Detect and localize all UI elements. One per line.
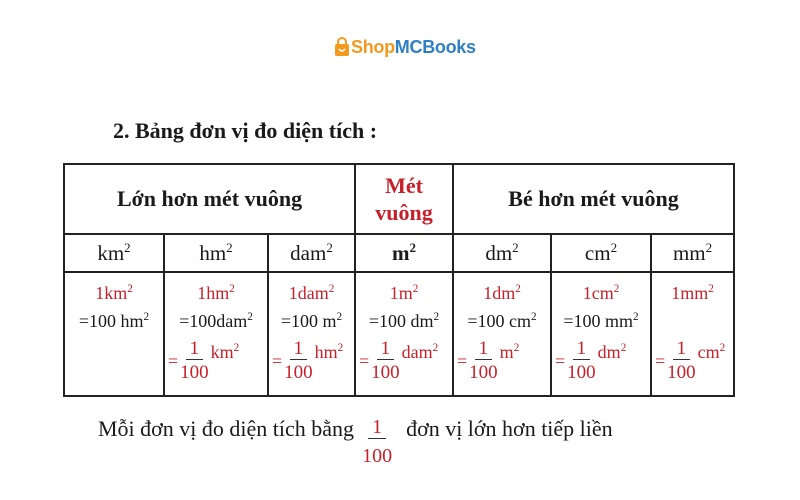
fraction-numerator: 1 — [673, 339, 691, 360]
conversion-fraction — [272, 339, 343, 384]
fraction-denominator: 100 — [667, 362, 696, 383]
conversion-equals-exponent: 2 — [433, 311, 440, 323]
fraction-unit-text: dm — [597, 342, 621, 362]
unit-name-text: m — [392, 240, 410, 265]
rule-fraction-denominator: 100 — [362, 445, 393, 467]
fraction-unit-text: hm — [314, 342, 338, 362]
area-units-table — [63, 163, 735, 397]
equals-sign: = — [168, 351, 179, 371]
conversion-unit-text: 1dam — [288, 283, 329, 303]
fraction-unit — [211, 342, 240, 363]
conversion-equals-100 — [451, 311, 553, 332]
conversion-row — [64, 272, 734, 396]
fraction-one-hundredth — [371, 339, 400, 384]
fraction-denominator: 100 — [180, 362, 209, 383]
conversion-cell-mm2 — [651, 272, 734, 396]
rule-fraction-numerator: 1 — [368, 416, 386, 439]
unit-hm2 — [164, 234, 268, 272]
header-square-meter — [355, 164, 453, 234]
rule-text-after: đơn vị lớn hơn tiếp liền — [406, 416, 613, 441]
unit-exponent: 2 — [409, 239, 417, 255]
fraction-unit — [402, 342, 439, 363]
fraction-numerator: 1 — [475, 339, 493, 360]
unit-name-text: dm — [485, 240, 513, 265]
unit-exponent: 2 — [226, 239, 233, 255]
unit-cm2 — [551, 234, 651, 272]
unit-exponent: 2 — [705, 239, 713, 255]
unit-name-text: km — [97, 240, 125, 265]
header-smaller-than-m2: Bé hơn mét vuông — [453, 164, 734, 234]
unit-mm2 — [651, 234, 734, 272]
conversion-unit-exponent: 2 — [412, 283, 419, 295]
equals-sign: = — [272, 351, 283, 371]
conversion-unit-label — [165, 283, 267, 304]
unit-name-text: mm — [672, 240, 706, 265]
unit-m2 — [355, 234, 453, 272]
unit-exponent: 2 — [610, 239, 618, 255]
fraction-unit — [500, 342, 520, 363]
conversion-unit-exponent: 2 — [613, 283, 620, 295]
conversion-unit-label — [552, 283, 650, 304]
logo-text-mcbooks: MCBooks — [394, 36, 476, 57]
fraction-unit-text: m — [499, 342, 514, 362]
conversion-unit-label — [269, 283, 354, 304]
shopping-bag-icon — [334, 37, 350, 57]
fraction-unit-text: km — [210, 342, 234, 362]
fraction-denominator: 100 — [284, 362, 313, 383]
header-larger-than-m2: Lớn hơn mét vuông — [64, 164, 355, 234]
fraction-unit-text: dam — [401, 342, 433, 362]
fraction-unit-exponent: 2 — [233, 342, 240, 354]
fraction-one-hundredth — [284, 339, 313, 384]
fraction-denominator: 100 — [567, 362, 596, 383]
conversion-unit-label — [65, 283, 163, 304]
rule-fraction — [362, 416, 392, 469]
conversion-unit-label — [454, 283, 550, 304]
section-title: 2. Bảng đơn vị đo diện tích : — [113, 118, 378, 143]
conversion-equals-text: =100 m — [280, 311, 337, 331]
unit-dm2 — [453, 234, 551, 272]
fraction-denominator: 100 — [371, 362, 400, 383]
conversion-fraction — [555, 339, 626, 384]
fraction-one-hundredth — [567, 339, 596, 384]
conversion-unit-text: 1km — [95, 283, 128, 303]
fraction-numerator: 1 — [377, 339, 395, 360]
conversion-fraction — [655, 339, 725, 384]
conversion-cell-m2 — [355, 272, 453, 396]
conversion-unit-text: 1dm — [483, 283, 516, 303]
conversion-cell-hm2 — [164, 272, 268, 396]
conversion-unit-label — [356, 283, 452, 304]
conversion-equals-100 — [162, 311, 270, 332]
equals-sign: = — [655, 351, 666, 371]
conversion-unit-exponent: 2 — [127, 283, 133, 295]
header-square-meter-line1: Mét — [385, 173, 423, 198]
header-square-meter-line2: vuông — [375, 200, 433, 225]
conversion-equals-text: =100 hm — [78, 311, 144, 331]
unit-exponent: 2 — [512, 239, 519, 255]
fraction-numerator: 1 — [186, 339, 204, 360]
conversion-fraction — [359, 339, 438, 384]
conversion-cell-dm2 — [453, 272, 551, 396]
fraction-numerator: 1 — [573, 339, 591, 360]
fraction-unit-exponent: 2 — [432, 342, 439, 354]
unit-dam2 — [268, 234, 355, 272]
conversion-fraction — [168, 339, 239, 384]
conversion-equals-text: =100dam — [179, 311, 248, 331]
conversion-equals-exponent: 2 — [143, 311, 150, 323]
unit-name-text: cm — [584, 240, 611, 265]
conversion-unit-label — [652, 283, 733, 304]
logo-text-shop: Shop — [351, 36, 395, 57]
conversion-unit-text: 1m — [389, 283, 413, 303]
conversion-equals-exponent: 2 — [336, 311, 343, 323]
conversion-cell-cm2 — [551, 272, 651, 396]
fraction-one-hundredth — [469, 339, 498, 384]
conversion-equals-text: =100 dm — [368, 311, 434, 331]
equals-sign: = — [555, 351, 566, 371]
conversion-unit-text: 1cm — [582, 283, 614, 303]
unit-names-row — [64, 234, 734, 272]
conversion-equals-100 — [353, 311, 455, 332]
conversion-unit-text: 1mm — [671, 283, 709, 303]
fraction-unit-text: cm — [697, 342, 720, 362]
conversion-unit-exponent: 2 — [515, 283, 521, 295]
equals-sign: = — [359, 351, 370, 371]
conversion-fraction — [457, 339, 519, 384]
fraction-unit — [315, 342, 344, 363]
fraction-numerator: 1 — [290, 339, 308, 360]
fraction-unit-exponent: 2 — [620, 342, 627, 354]
unit-name-text: dam — [290, 240, 327, 265]
fraction-unit-exponent: 2 — [337, 342, 344, 354]
conversion-unit-exponent: 2 — [708, 283, 714, 295]
fraction-unit-exponent: 2 — [513, 342, 520, 354]
conversion-unit-text: 1hm — [197, 283, 230, 303]
rule-text-before: Mỗi đơn vị đo diện tích bằng — [98, 416, 355, 441]
fraction-unit — [598, 342, 627, 363]
conversion-cell-km2 — [64, 272, 164, 396]
conversion-equals-100 — [266, 311, 357, 332]
conversion-unit-exponent: 2 — [229, 283, 235, 295]
unit-km2 — [64, 234, 164, 272]
unit-exponent: 2 — [326, 239, 333, 255]
conversion-equals-100 — [549, 311, 653, 332]
fraction-one-hundredth — [667, 339, 696, 384]
conversion-cell-dam2 — [268, 272, 355, 396]
conversion-equals-text: =100 mm — [563, 311, 634, 331]
fraction-unit-exponent: 2 — [719, 342, 726, 354]
conversion-equals-exponent: 2 — [633, 311, 639, 323]
conversion-equals-text: =100 cm — [467, 311, 532, 331]
equals-sign: = — [457, 351, 468, 371]
unit-exponent: 2 — [124, 239, 131, 255]
rule-sentence — [98, 416, 613, 469]
conversion-unit-exponent: 2 — [328, 283, 335, 295]
conversion-equals-exponent: 2 — [531, 311, 537, 323]
unit-name-text: hm — [199, 240, 227, 265]
conversion-equals-exponent: 2 — [247, 311, 253, 323]
group-header-row — [64, 164, 734, 234]
shopmcbooks-logo — [334, 36, 476, 58]
fraction-unit — [698, 342, 726, 363]
conversion-equals-100 — [62, 311, 166, 332]
fraction-one-hundredth — [180, 339, 209, 384]
fraction-denominator: 100 — [469, 362, 498, 383]
